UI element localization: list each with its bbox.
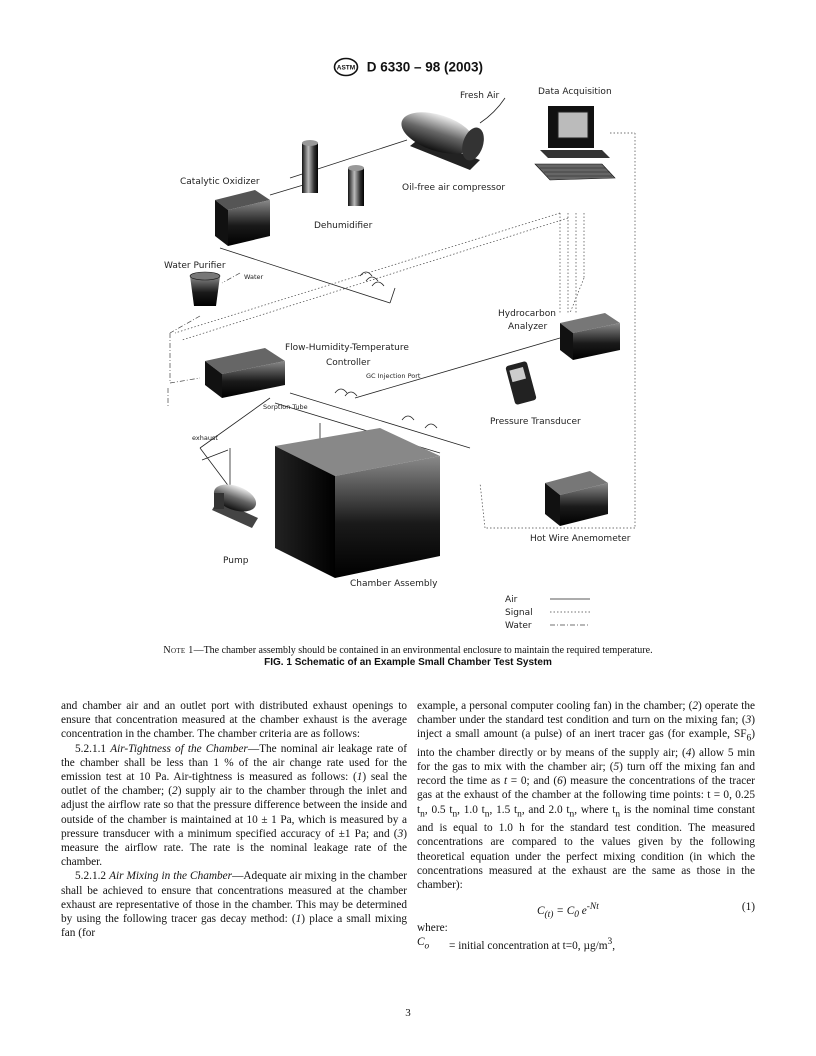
label-data-acquisition: Data Acquisition (538, 87, 612, 97)
figure-note (0, 645, 816, 656)
schematic-figure (140, 78, 680, 638)
note-text: —The chamber assembly should be contained in an environmental enclosure to maintain the required temperature. (193, 645, 653, 656)
hot-wire-anemometer-icon (545, 471, 608, 526)
chamber-assembly-icon (275, 428, 440, 578)
figure-legend (505, 595, 590, 631)
right-column (417, 699, 755, 954)
pump-icon (210, 479, 260, 528)
legend-water: Water (505, 621, 532, 631)
dehumidifier-icon (302, 140, 364, 206)
label-water-purifier: Water Purifier (164, 261, 226, 271)
definition-c0: $C_o$ = initial concentration at t=0, $\mu g/m^3$, (417, 936, 616, 953)
label-pump: Pump (223, 556, 249, 566)
astm-logo-icon (333, 57, 359, 77)
pressure-transducer-icon (505, 361, 537, 405)
page-number: 3 (405, 1007, 411, 1019)
computer-icon (535, 106, 615, 180)
label-hydrocarbon: Hydrocarbon (498, 309, 556, 319)
page-header (0, 57, 816, 77)
legend-air: Air (505, 595, 518, 605)
label-exhaust: exhaust (192, 434, 218, 442)
note-prefix: Note 1 (163, 645, 194, 656)
paragraph: example, a personal computer cooling fan) in the chamber; (2) operate the chamber under the standard test condition and turn on the mixing fan; (3) inject a small amount (a pulse) of an inert tracer gas (for example, $SF_6$) into the chamber directly or by means of the supply air; (4) allow 5 min for the gas to mix with the chamber air; (5) turn off the mixing fan and record the time as t = 0; and (6) measure the concentrations of the tracer gas at the exhaust of the chamber at the following time points: t = 0, 0.25 $t_n$, 0.5 $t_n$, 1.0 $t_n$, 1.5 $t_n$, and 2.0 $t_n$, where $t_n$ is the nominal time constant and is equal to 1.0 h for the standard test condition. The measured concentrations are compared to the values given by the following theoretical equation under the perfect mixing condition (in which the concentrations measured at the exhaust are the same as those in the chamber): (417, 700, 756, 891)
exhaust-arrow-icon (202, 450, 228, 460)
label-pressure-transducer: Pressure Transducer (490, 417, 581, 427)
svg-text:ASTM: ASTM (336, 64, 356, 72)
where-label: where: (417, 922, 448, 935)
label-sorption-tube: Sorption Tube (263, 403, 308, 411)
hydrocarbon-analyzer-icon (560, 313, 620, 360)
air-compressor-icon (396, 98, 505, 170)
label-anemometer: Hot Wire Anemometer (530, 534, 631, 544)
label-analyzer: Analyzer (508, 322, 548, 332)
left-column (61, 699, 407, 940)
label-gc-port: GC Injection Port (366, 372, 421, 380)
label-fresh-air: Fresh Air (460, 91, 500, 101)
equation-1: $C_{(t)} = C_0$ $e^{-Nt}$ (1) (537, 901, 755, 921)
label-fht-controller: Flow-Humidity-Temperature (285, 343, 409, 353)
legend-signal: Signal (505, 608, 533, 618)
section-5-2-1-1: 5.2.1.1 Air-Tightness of the Chamber—The nominal air leakage rate of the chamber shall be less than 1 % of the air change rate used for the emission test at 10 Pa. Air-tightness is measured as follows: (1) seal the outlet of the chamber; (2) supply air to the chamber through the inlet and adjust the airflow rate so that the pressure difference between the inside and outside of the chamber is maintained at 10 ± 1 Pa, which is measured by a pressure transducer with a minimum specified accuracy of ±1 Pa; and (3) measure the airflow rate. The rate is the nominal leakage rate of the chamber. (61, 742, 407, 869)
label-catalytic-oxidizer: Catalytic Oxidizer (180, 177, 260, 187)
flow-controller-icon (205, 348, 285, 398)
catalytic-oxidizer-icon (215, 190, 270, 246)
label-controller: Controller (326, 358, 371, 368)
label-chamber-assembly: Chamber Assembly (350, 579, 438, 589)
figure-caption: FIG. 1 Schematic of an Example Small Chamber Test System (264, 657, 552, 668)
label-compressor: Oil-free air compressor (402, 183, 506, 193)
label-dehumidifier: Dehumidifier (314, 221, 373, 231)
equation-number: (1) (741, 901, 755, 914)
standard-designation: D 6330 – 98 (2003) (366, 59, 484, 75)
label-water: Water (244, 273, 264, 281)
water-purifier-icon (190, 272, 220, 306)
paragraph: and chamber air and an outlet port with distributed exhaust openings to ensure that concentration measured at the chamber exhaust is the average concentration in the chamber. The chamber criteria are as follows: (61, 700, 407, 741)
section-5-2-1-2: 5.2.1.2 Air Mixing in the Chamber—Adequate air mixing in the chamber shall be achieved to ensure that concentrations measured at the chamber exhaust are representative of those in the chamber. This may be determined by using the following tracer gas decay method: (1) place a small mixing fan (for (61, 870, 408, 940)
